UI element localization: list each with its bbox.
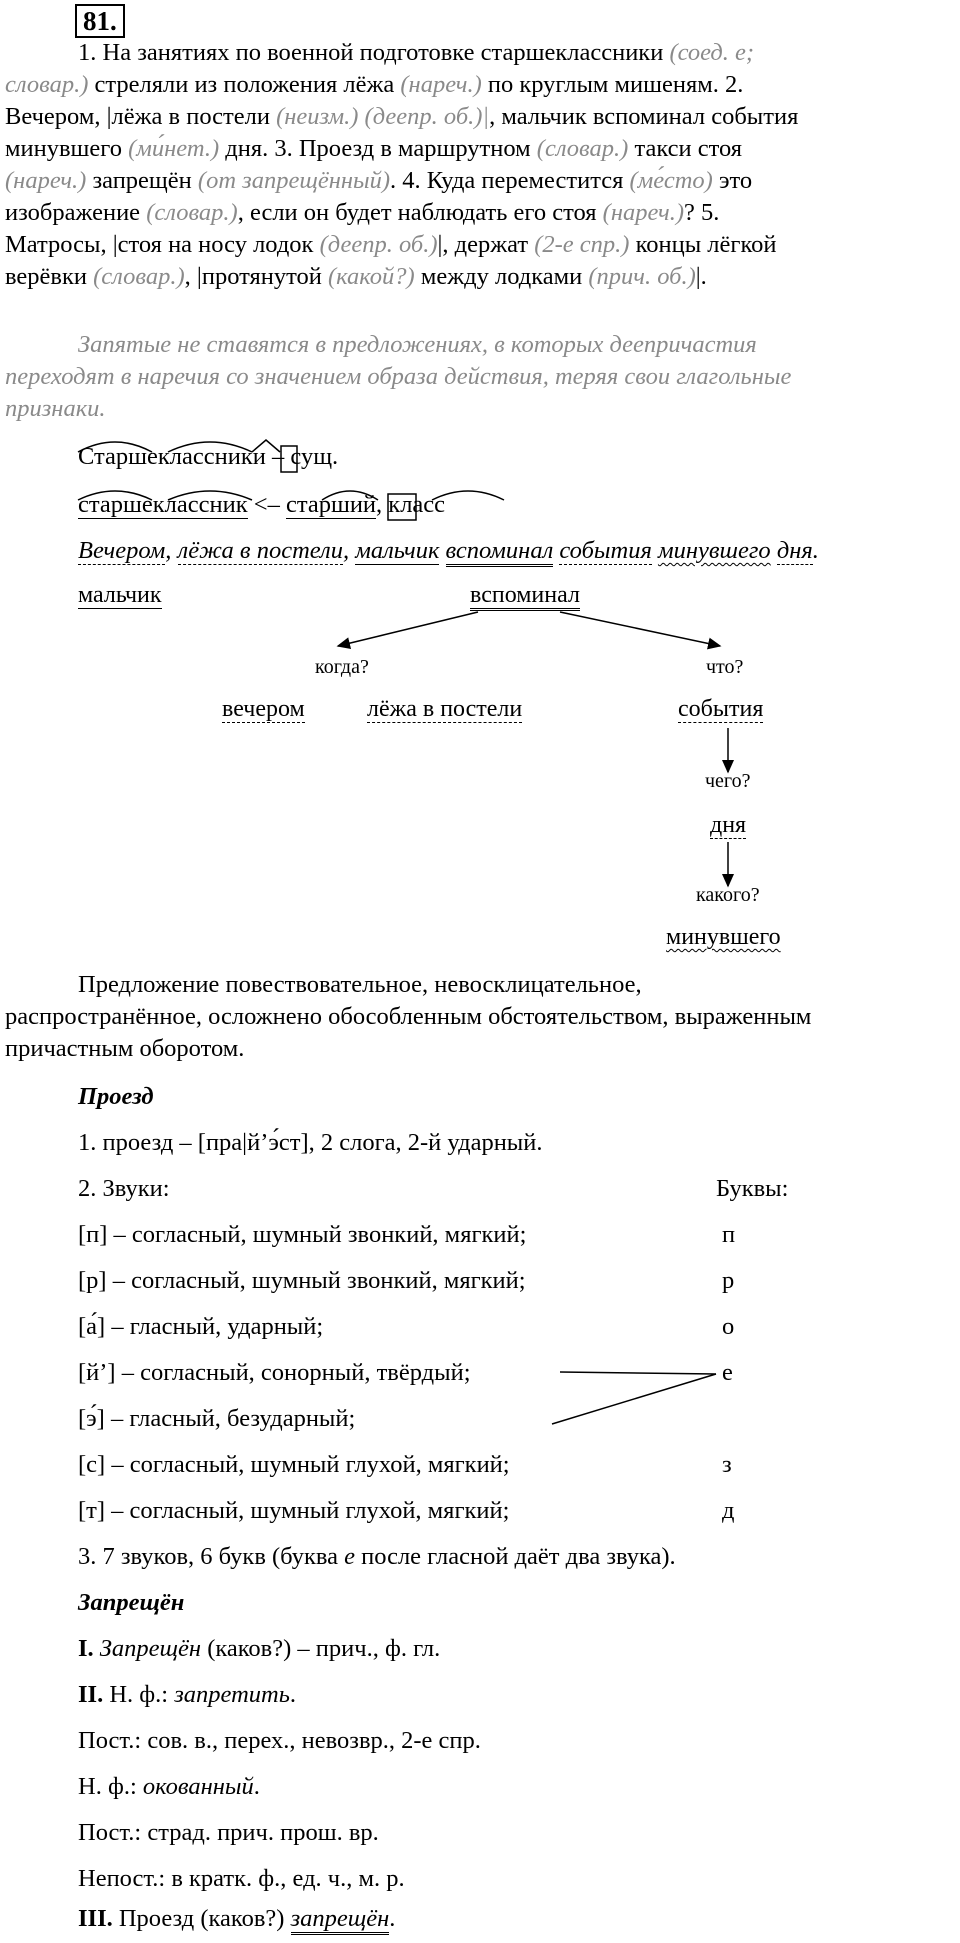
root-arc-5 [322,491,378,500]
tree-object: события [678,696,764,722]
letter-cell: р [722,1267,735,1294]
arrow-predicate-what [560,612,720,646]
para1-line8: верёвки (словар.), |протянутой (какой?) между лодками (прич. об.)|. [5,263,707,290]
letter-cell: о [722,1313,735,1340]
tree-adverbial-2: лёжа в постели [367,696,523,722]
note-line1: Запятые не ставятся в предложениях, в которых деепричастия [78,331,757,358]
characteristic-line3: причастным оборотом. [5,1035,245,1062]
characteristic-line2: распространённое, осложнено обособленным обстоятельством, выраженным [5,1003,812,1030]
morph-heading: Запрещён [78,1589,185,1616]
note-line3: признаки. [5,395,106,422]
characteristic-line1: Предложение повествовательное, невосклицательное, [78,971,642,998]
root-arc-6 [432,491,504,500]
ending-box-2 [388,494,416,520]
tree-question-gen: чего? [705,770,751,792]
tree-attribute: минувшего [666,924,781,950]
root-arc-4 [168,491,252,500]
phonetic-heading: Проезд [78,1083,154,1110]
morphemic-word: Старшеклассники [78,443,266,470]
link-sound-e [552,1374,716,1424]
letter-cell: е [722,1359,733,1386]
tree-question-what: что? [706,656,744,678]
sound-row: [й’] – согласный, сонорный, твёрдый; [78,1359,471,1386]
para1-line2: словар.) стреляли из положения лёжа (нареч.) по круглым мишеням. 2. [5,71,744,98]
root-arc-1 [78,442,152,452]
root-arc-2 [168,442,252,452]
morph-line3: Пост.: сов. в., перех., невозвр., 2-е спр. [78,1727,481,1754]
morphemic-line1: Старшеклассники – сущ. [78,443,339,470]
tree-question-when: когда? [315,656,369,678]
arrow-predicate-when [338,612,478,646]
tree-question-which: какого? [696,884,760,906]
phonetic-item3: 3. 7 звуков, 6 букв (буква е после гласной даёт два звука). [78,1543,676,1570]
ending-box [281,446,297,472]
para1-line7: Матросы, |стоя на носу лодок (деепр. об.)|, держат (2-е спр.) концы лёгкой [5,231,777,258]
suffix-arc [252,440,280,452]
sound-row: [с] – согласный, шумный глухой, мягкий; [78,1451,510,1478]
morph-line5: Пост.: страд. прич. прош. вр. [78,1819,379,1846]
tree-adverbial-1: вечером [222,696,305,722]
link-sound-y [560,1372,716,1374]
morph-line2: II. Н. ф.: запретить. [78,1681,296,1708]
morph-line6: Непост.: в кратк. ф., ед. ч., м. р. [78,1865,405,1892]
sound-row: [а́] – гласный, ударный; [78,1313,324,1340]
tree-subject: мальчик [78,582,162,608]
parsed-sentence: Вечером, лёжа в постели, мальчик вспоминал события минувшего дня. [78,536,819,566]
sound-row: [э́] – гласный, безударный; [78,1405,356,1432]
tree-genitive: дня [710,812,747,838]
sound-row: [т] – согласный, шумный глухой, мягкий; [78,1497,510,1524]
para1-line6: изображение (словар.), если он будет наблюдать его стоя (нареч.)? 5. [5,199,720,226]
note-line2: переходят в наречия со значением образа действия, теряя свои глагольные [5,363,792,390]
letter-cell: д [722,1497,735,1524]
phonetic-item1: 1. проезд – [пра|й’э́ст], 2 слога, 2-й ударный. [78,1129,543,1156]
exercise-number: 81. [75,4,125,38]
morphemic-line2: старшеклассник <– старший, класс [78,491,446,518]
sounds-title: 2. Звуки: [78,1175,170,1202]
letters-title: Буквы: [716,1175,789,1202]
sound-row: [п] – согласный, шумный звонкий, мягкий; [78,1221,527,1248]
root-arc-3 [78,491,152,500]
tree-predicate: вспоминал [470,582,580,609]
morph-line4: Н. ф.: окованный. [78,1773,260,1800]
morph-line7: III. Проезд (каков?) запрещён. [78,1904,395,1934]
morph-line1: I. Запрещён (каков?) – прич., ф. гл. [78,1635,441,1662]
para1-line4: минувшего (ми́нет.) дня. 3. Проезд в маршрутном (словар.) такси стоя [5,135,743,162]
para1-line3: Вечером, |лёжа в постели (неизм.) (деепр. об.)|, мальчик вспоминал события [5,103,799,130]
letter-cell: з [722,1451,732,1478]
para1-line1: 1. На занятиях по военной подготовке старшеклассники (соед. е; [78,39,755,66]
letter-cell: п [722,1221,736,1248]
sound-row: [р] – согласный, шумный звонкий, мягкий; [78,1267,526,1294]
para1-line5: (нареч.) запрещён (от запрещённый). 4. Куда переместится (ме́сто) это [5,167,753,194]
